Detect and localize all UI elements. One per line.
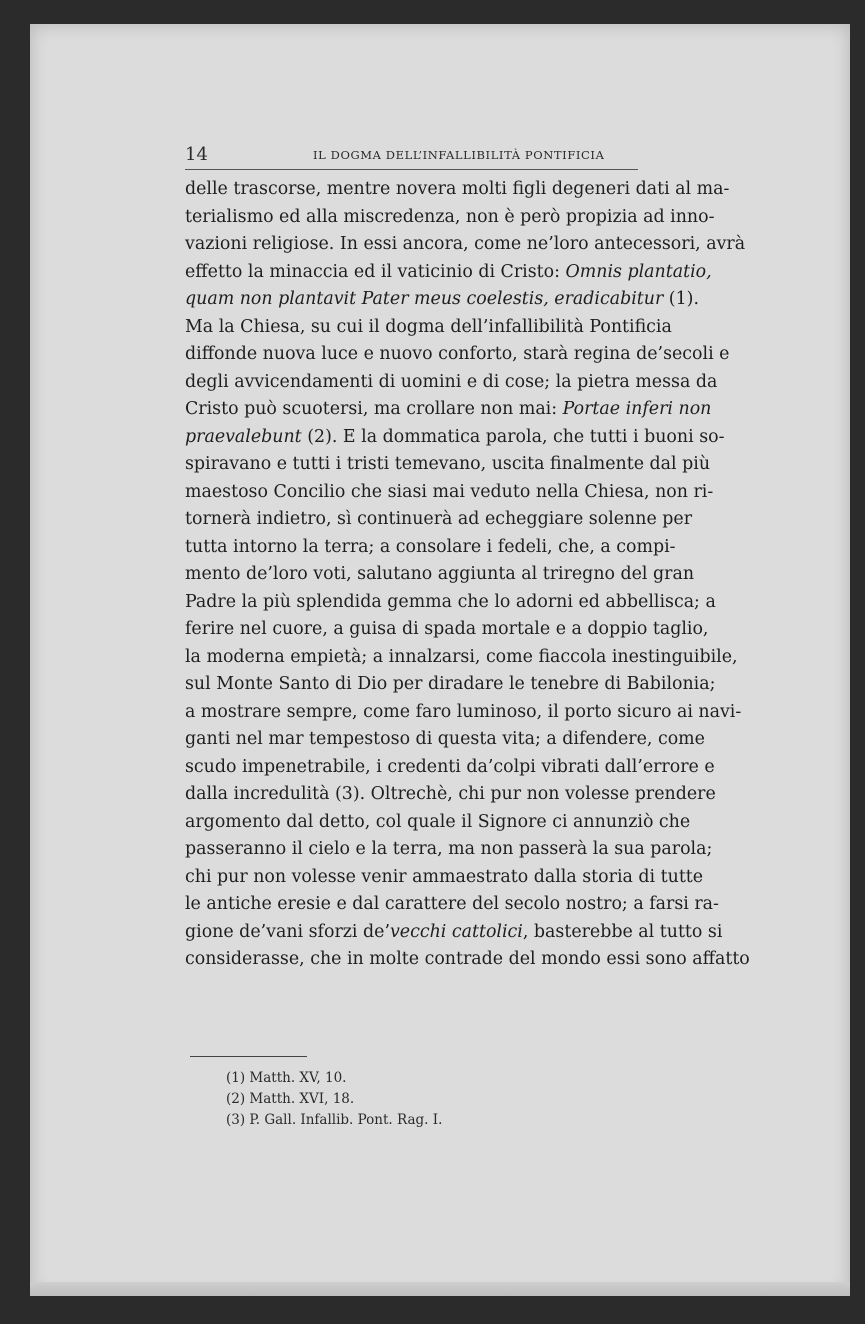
italic-term: vecchi cattolici <box>389 921 523 942</box>
footnote-2: (2) Matth. XVI, 18. <box>226 1091 355 1107</box>
latin-quote: quam non plantavit Pater meus coelestis, eradicabitur <box>185 289 664 309</box>
text-line: Ma la Chiesa, su cui il dogma dell’infallibilità Pontificia <box>185 316 672 337</box>
latin-quote: Omnis plantatio, <box>565 261 712 282</box>
page-number: 14 <box>185 144 208 165</box>
latin-quote: praevalebunt <box>185 426 302 447</box>
text-line: mento de’loro voti, salutano aggiunta al triregno del gran <box>185 564 695 584</box>
book-page <box>30 24 850 1296</box>
text-line: gione de’vani sforzi de’vecchi cattolici, basterebbe al tutto si <box>185 921 723 942</box>
text-line: diffonde nuova luce e nuovo conforto, starà regina de’secoli e <box>185 344 730 364</box>
running-head: IL DOGMA DELL’INFALLIBILITÀ PONTIFICIA <box>313 148 605 162</box>
text-line: effetto la minaccia ed il vaticinio di Cristo: Omnis plantatio, <box>185 261 712 282</box>
footnote-1: (1) Matth. XV, 10. <box>226 1070 347 1086</box>
body-text <box>185 176 750 974</box>
text-line: tutta intorno la terra; a consolare i fedeli, che, a compi- <box>185 536 676 557</box>
footnote-3: (3) P. Gall. Infallib. Pont. Rag. I. <box>226 1112 443 1128</box>
text-line: passeranno il cielo e la terra, ma non passerà la sua parola; <box>185 839 713 859</box>
text-line: maestoso Concilio che siasi mai veduto nella Chiesa, non ri- <box>185 481 714 502</box>
text-line: le antiche eresie e dal carattere del secolo nostro; a farsi ra- <box>185 894 719 914</box>
footnote-rule <box>190 1056 307 1057</box>
text-line: Cristo può scuotersi, ma crollare non mai: Portae inferi non <box>185 399 712 419</box>
text-line: vazioni religiose. In essi ancora, come ne’loro antecessori, avrà <box>185 234 746 254</box>
latin-quote: Portae inferi non <box>562 399 712 419</box>
text-line: considerasse, che in molte contrade del mondo essi sono affatto <box>185 949 750 969</box>
text-line: ferire nel cuore, a guisa di spada mortale e a doppio taglio, <box>185 619 709 639</box>
text-line: Padre la più splendida gemma che lo adorni ed abbellisca; a <box>185 591 716 612</box>
text-line: chi pur non volesse venir ammaestrato dalla storia di tutte <box>185 866 704 887</box>
text-line: a mostrare sempre, come faro luminoso, il porto sicuro ai navi- <box>185 701 742 722</box>
text-line: spiravano e tutti i tristi temevano, uscita finalmente dal più <box>185 454 711 474</box>
text-line: ganti nel mar tempestoso di questa vita; a difendere, come <box>185 729 705 749</box>
page-header <box>185 144 640 166</box>
text-line: scudo impenetrabile, i credenti da’colpi vibrati dall’errore e <box>185 756 715 777</box>
text-line: degli avvicendamenti di uomini e di cose; la pietra messa da <box>185 371 718 392</box>
text-line: terialismo ed alla miscredenza, non è però propizia ad inno- <box>185 206 715 227</box>
text-line: sul Monte Santo di Dio per diradare le tenebre di Babilonia; <box>185 674 716 694</box>
text-line: delle trascorse, mentre novera molti figli degeneri dati al ma- <box>185 179 730 199</box>
text-line: dalla incredulità (3). Oltrechè, chi pur non volesse prendere <box>185 784 716 804</box>
text-line: argomento dal detto, col quale il Signore ci annunziò che <box>185 811 691 832</box>
text-line: la moderna empietà; a innalzarsi, come fiaccola inestinguibile, <box>185 646 738 667</box>
text-line: tornerà indietro, sì continuerà ad echeggiare solenne per <box>185 509 693 529</box>
footnotes <box>226 1068 626 1131</box>
header-rule <box>185 169 638 170</box>
text-line: praevalebunt (2). E la dommatica parola, che tutti i buoni so- <box>185 426 725 447</box>
text-line: quam non plantavit Pater meus coelestis, eradicabitur (1). <box>185 289 699 309</box>
